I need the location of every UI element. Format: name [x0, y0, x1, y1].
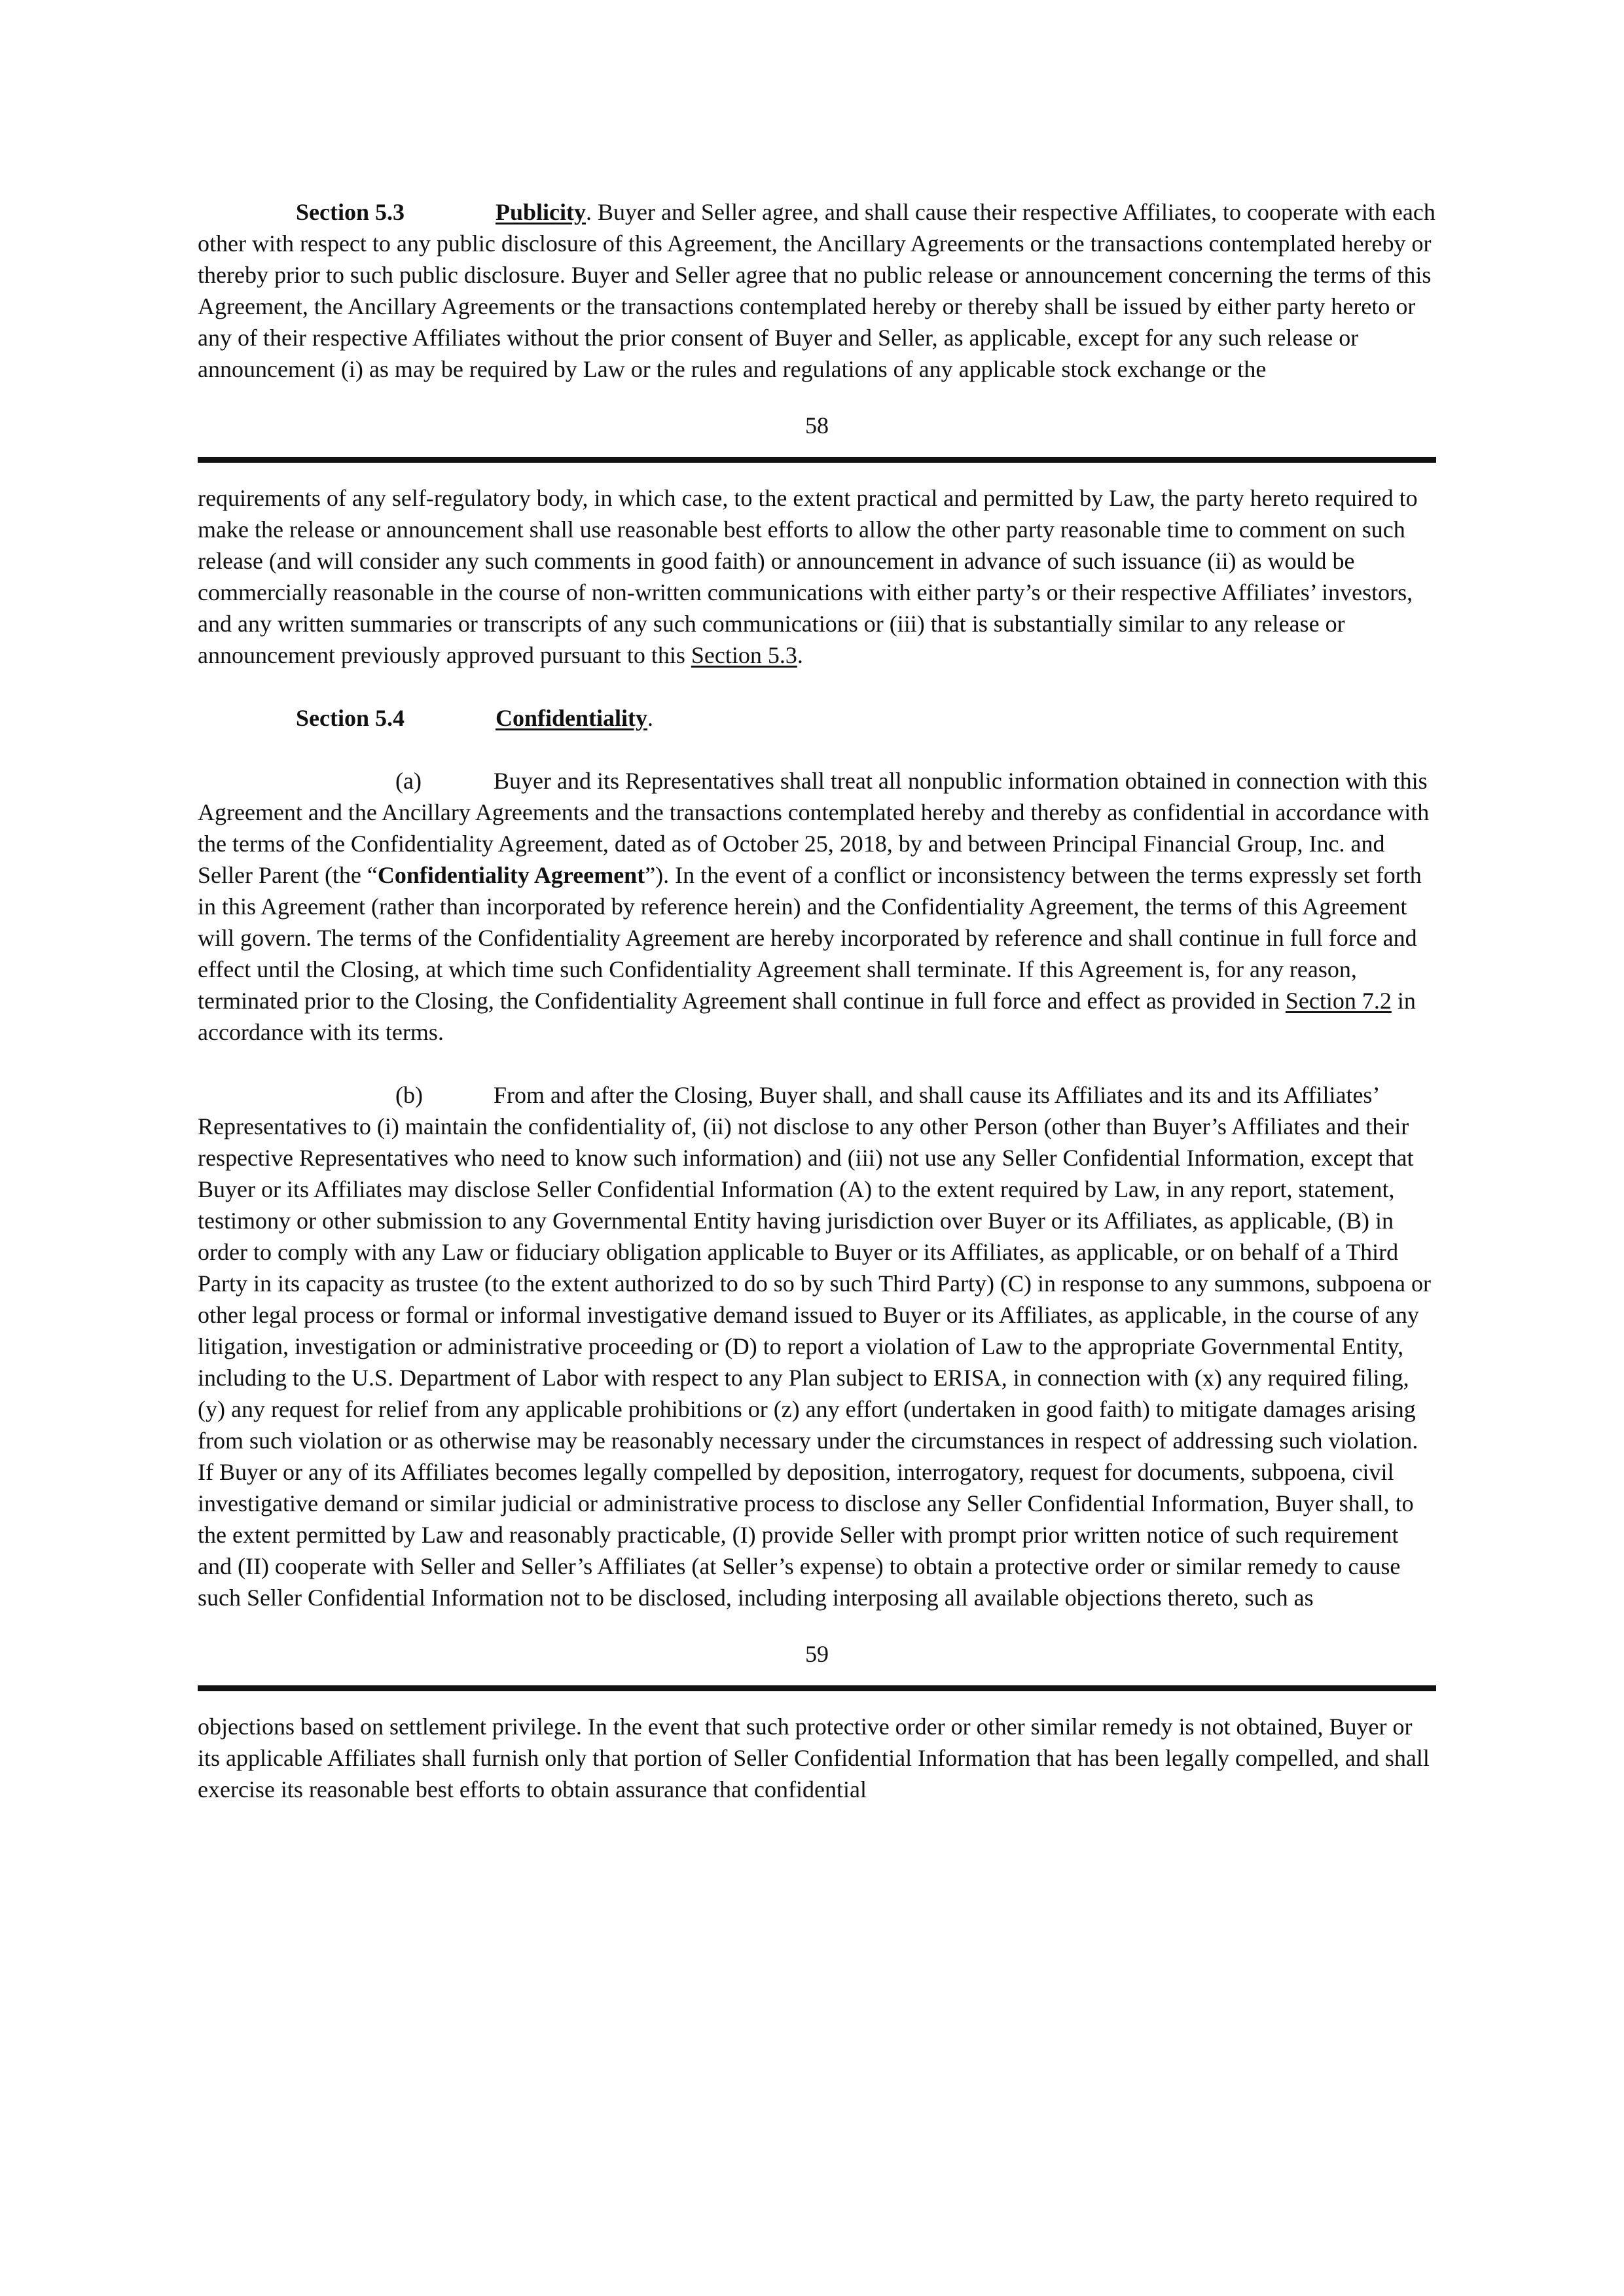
page-break-rule: [198, 457, 1436, 463]
subsection-b-paragraph: [198, 1079, 1436, 1613]
section-5-3-paragraph: [198, 196, 1436, 385]
page-break-rule: [198, 1685, 1436, 1691]
cross-reference-link: Section 5.3: [691, 642, 797, 668]
page-number: 59: [805, 1641, 829, 1667]
subsection-text: in accordance with its terms.: [198, 988, 1416, 1045]
page-number: 58: [805, 412, 829, 439]
defined-term: Confidentiality Agreement: [377, 862, 645, 888]
section-number: Section 5.3: [296, 199, 405, 225]
document-page: [198, 196, 1436, 1805]
continuation-text: requirements of any self-regulatory body, in which case, to the extent practical and permitted by Law, the party hereto required to make the release or announcement shall use reasonable best efforts to allow the other party reasonable time to comment on such release (and will consider any such comments in good faith) or announcement in advance of such issuance (ii) as would be commercially reasonable in the course of non-written communications with either party’s or their respective Affiliates’ investors, and any written summaries or transcripts of any such communications or (iii) that is substantially similar to any release or announcement previously approved pursuant to this: [198, 485, 1418, 668]
subsection-a-paragraph: [198, 765, 1436, 1048]
section-5-4-heading: [198, 702, 1436, 734]
subsection-label: (a): [395, 768, 422, 794]
section-title: Publicity: [496, 199, 586, 225]
continuation-paragraph: objections based on settlement privilege. In the event that such protective order or other similar remedy is not obtained, Buyer or its applicable Affiliates shall furnish only that portion of Seller Confidential Information that has been legally compelled, and shall exercise its reasonable best efforts to obtain assurance that confidential: [198, 1713, 1430, 1803]
subsection-text: ”). In the event of a conflict or inconsistency between the terms expressly set forth in this Agreement (rather than incorporated by reference herein) and the Confidentiality Agreement, the terms of this Agreement will govern. The terms of the Confidentiality Agreement are hereby incorporated by reference and shall continue in full force and effect until the Closing, at which time such Confidentiality Agreement shall terminate. If this Agreement is, for any reason, terminated prior to the Closing, the Confidentiality Agreement shall continue in full force and effect as provided in: [198, 862, 1422, 1014]
subsection-text: Buyer and its Representatives shall treat all nonpublic information obtained in connection with this Agreement and the Ancillary Agreements and the transactions contemplated hereby and thereby as confidential in accordance with the terms of the Confidentiality Agreement, dated as of October 25, 2018, by and between Principal Financial Group, Inc. and Seller Parent (the “: [198, 768, 1430, 888]
section-title-end: .: [647, 705, 654, 731]
subsection-text: From and after the Closing, Buyer shall, and shall cause its Affiliates and its and its Affiliates’ Representatives to (i) maintain the confidentiality of, (ii) not disclose to any other Person (other than Buyer’s Affiliates and their respective Representatives who need to know such information) and (iii) not use any Seller Confidential Information, except that Buyer or its Affiliates may disclose Seller Confidential Information (A) to the extent required by Law, in any report, statement, testimony or other submission to any Governmental Entity having jurisdiction over Buyer or its Affiliates, as applicable, (B) in order to comply with any Law or fiduciary obligation applicable to Buyer or its Affiliates, as applicable, or on behalf of a Third Party in its capacity as trustee (to the extent authorized to do so by such Third Party) (C) in response to any summons, subpoena or other legal process or formal or informal investigative demand issued to Buyer or its Affiliates, as applicable, in the course of any litigation, investigation or administrative proceeding or (D) to report a violation of Law to the appropriate Governmental Entity, including to the U.S. Department of Labor with respect to any Plan subject to ERISA, in connection with (x) any required filing, (y) any request for relief from any applicable prohibitions or (z) any effort (undertaken in good faith) to mitigate damages arising from such violation or as otherwise may be reasonably necessary under the circumstances in respect of addressing such violation. If Buyer or any of its Affiliates becomes legally compelled by deposition, interrogatory, request for documents, subpoena, civil investigative demand or similar judicial or administrative process to disclose any Seller Confidential Information, Buyer shall, to the extent permitted by Law and reasonably practicable, (I) provide Seller with prompt prior written notice of such requirement and (II) cooperate with Seller and Seller’s Affiliates (at Seller’s expense) to obtain a protective order or similar remedy to cause such Seller Confidential Information not to be disclosed, including interposing all available objections thereto, such as: [198, 1082, 1431, 1611]
section-title: Confidentiality: [496, 705, 648, 731]
section-body-text: . Buyer and Seller agree, and shall cause their respective Affiliates, to cooperate with each other with respect to any public disclosure of this Agreement, the Ancillary Agreements or the transactions contemplated hereby or thereby prior to such public disclosure. Buyer and Seller agree that no public release or announcement concerning the terms of this Agreement, the Ancillary Agreements or the transactions contemplated hereby or thereby shall be issued by either party hereto or any of their respective Affiliates without the prior consent of Buyer and Seller, as applicable, except for any such release or announcement (i) as may be required by Law or the rules and regulations of any applicable stock exchange or the: [198, 199, 1435, 382]
cross-reference-link: Section 7.2: [1285, 988, 1392, 1014]
section-number: Section 5.4: [296, 705, 405, 731]
continuation-end: .: [797, 642, 803, 668]
continuation-paragraph: [198, 482, 1436, 671]
subsection-label: (b): [395, 1082, 423, 1108]
